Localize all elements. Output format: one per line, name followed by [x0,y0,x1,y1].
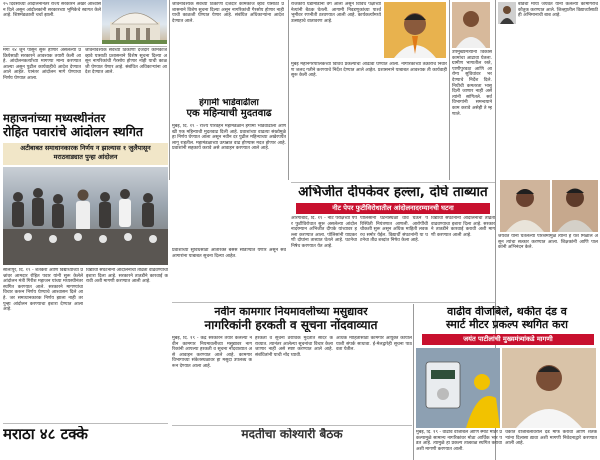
headline-electricity [416,306,598,331]
electricity-text-b: थकीत वीजबिलावरील दंड माफ करावा आणि शेतकऱ्यांना दिलासा द्यावा अशी मागणी निवेदनाद्वारे करण्यात आली आहे. [505,430,597,447]
headline-line-2: एक महिन्याची मुदतवाढ [186,108,272,120]
headline-line-1: हंगामी भाडेवाढीला [199,98,259,108]
award-photo [498,2,516,24]
headline-line-2: स्मार्ट मीटर प्रकल्प स्थगित करा [446,317,568,331]
col3-text-top: राजकीय घडामोडींना वेग आला असून विविध पक्षांच्या नेत्यांनी बैठक घेतली. आगामी निवडणुकांच्या पार्श्वभूमीवर रणनीती ठरवण्यात आली आहे. कार्यकर्त्यांमध्ये उत्साहाचे वातावरण आहे. [291,2,381,24]
student-photo-2 [552,180,598,232]
col2-text-bot: प्रवाशांच्या सुविधेसाठी अतिरिक्त बसेस सोडण्यात येणार असून सर्व आगारांना याबाबत सूचना दिल्या आहेत. [172,248,286,259]
headline-bhadevadh [172,98,286,120]
student-photo [500,180,550,232]
building-photo [102,0,167,44]
headline-line-2: रोहित पवारांचे आंदोलन स्थगित [3,124,144,140]
portrait-photo [452,2,490,48]
labour-text-c: अधिक माहितीसाठी कामगार आयुक्त कार्यालयाशी संपर्क साधावा. ई-मेलद्वारेही सूचना पाठवता येतील. [336,336,412,353]
subhead-band [3,143,168,165]
col1-top-text: २५ दिवसांच्या आंदोलनानंतर राज्य सरकारने अखेर आश्वासन दिले असून आंदोलकांनी सरकारच्या भूमिकेचे स्वागत केले आहे. शिष्टमंडळाशी चर्चा झाली. [3,2,101,19]
footer-teaser: मदतीचा कोश्यारी बैठक [241,428,343,441]
col1-text-a: मेगा २४ जून पासून सुरू होणार असलेल्या प्रक्रियेसाठी सरकारने आवश्यक तयारी केली आहे. आंदोलनकर्त्यांच्या मागण्या मान्य करण्यात आल्या असून पुढील कार्यवाहीचे आदेश देण्यात आले आहेत. यानंतर आंदोलन मागे घेण्याचा निर्णय घेण्यात आला. [3,48,81,81]
protest-photo [3,167,168,265]
headline-mahajan [3,112,168,140]
mid-text-b: पोलिसांनी घटनास्थळी धाव घेऊन परिस्थिती नियंत्रणात आणली. आरोपींची चौकशी सुरू असून अधिक माहिती लवकरच समोर येईल. विद्यार्थी संघटनांनी या घटनेचा तीव्र शब्दांत निषेध केला आहे. [360,216,428,244]
subhead-text: अटीबाबत समाधानकारक निर्णय न झाल्यास १ जुलैपासून मराठवाड्यात पुन्हा आंदोलन [20,144,151,161]
mid-text-a: औरंगाबाद, दि. १९ - नीट परीक्षेच्या पेपर फुटीविरोधात सुरू असलेल्या आंदोलनादरम्यान अभिजीत दीपके यांच्यावर हल्ला करण्यात आला. पोलिसांनी याप्रकरणी दोघांना ताब्यात घेतले आहे. घटनेचा निषेध करण्यात येत आहे. [291,216,357,249]
col3-text-bot: मुंबई महानगरपालिकेच्या विविध प्रकल्पांचा आढावा घेण्यात आला. नागरिकांच्या तक्रारींचे निवारण जलद गतीने करण्याचे निर्देश देण्यात आले आहेत. प्रशासनाने याबाबत आवश्यक ती कार्यवाही सुरू केली आहे. [291,62,447,79]
col2-text-top: जीवनावश्यक सेवेच्या ठिकाणी दर्जेदार कामकाज व्हावे यासाठी प्रशासनाने विशेष सूचना दिल्या असून नागरिकांची गैरसोय होणार नाही याची काळजी घेण्यात येणार आहे. संबंधित अधिकाऱ्यांना आदेश देण्यात आले. [172,2,284,24]
labour-text-b: हरकती व सूचना ठराविक मुदतीत सादर कराव्यात. त्यानंतर आलेल्या सूचनांचा विचार केला जाणार नाही असे स्पष्ट करण्यात आले आहे. संबंधितांनी याची नोंद घ्यावी. [255,336,333,358]
col5-text-top: बीडची माया जयवंत यांनी केलेल्या कामगिरीचे कौतुक करण्यात आले. जिल्ह्यातील विद्यार्थ्यांसाठी ही अभिमानाची बाब आहे. [518,2,598,19]
col5-text-bot: जयवंत यांनी घेतलेल्या परिश्रमामुळे त्यांना हे यश मिळाले असून त्यांचा सत्कार करण्यात आला. शिक्षकांनी आणि पालकांनी अभिनंदन केले. [498,234,598,251]
col1-text-b2: विद्यार्थी संघटनांनी आंदोलनाची तीव्रता वाढवण्याचा इशारा दिला आहे. सरकारने तातडीने कारवाई करावी अशी मागणी करण्यात आली आहे. [86,268,168,285]
meter-photo [416,348,500,428]
headline-maratha: मराठा ४८ टक्के [3,426,88,443]
mid-text-c: विद्यार्थी संघटनांनी आंदोलनाची तीव्रता वाढवण्याचा इशारा दिला आहे. सरकारने तातडीने कारवाई करावी अशी मागणी करण्यात आली आहे. [431,216,495,238]
col1-text-b: सोलापूर, दि. १९ - शेतकरी आणि विद्यार्थ्यांच्या प्रश्नांवर आमदार रोहित पवार यांनी सुरू केलेले आंदोलन मंत्री गिरीश महाजन यांच्या मध्यस्थीनंतर स्थगित करण्यात आले. सरकारने मागण्यांचा विचार करून निर्णय घेण्याचे आश्वासन दिले आहे. जर समाधानकारक निर्णय झाला नाही तर पुन्हा आंदोलन करण्याचा इशारा देण्यात आला आहे. [3,268,83,313]
headline-line-2: नागरिकांनी हरकती व सूचना नोंदवाव्यात [204,317,378,332]
headline-line-1: वाढीव वीजबिले, थकीत दंड व [447,306,567,318]
jayant-patil-photo [502,348,596,428]
headline-line-1: महाजनांच्या मध्यस्थीनंतर [3,112,106,125]
electricity-banner: जयंत पाटीलांची मुख्यमंत्र्यांकडे मागणी [422,334,594,345]
electricity-text-a: मुंबई, दि. १९ - वाढीव वीजबिले आणि स्मार्ट मीटर प्रकल्पामुळे सामान्य नागरिकांवर मोठा आर्थिक भार पडत आहे. त्यामुळे हा प्रकल्प तात्काळ स्थगित करावा अशी मागणी करण्यात आली. [416,430,502,452]
col1-text-a2: जीवनावश्यक सेवेच्या ठिकाणी दर्जेदार कामकाज व्हावे यासाठी प्रशासनाने विशेष सूचना दिल्या असून नागरिकांची गैरसोय होणार नाही याची काळजी घेण्यात येणार आहे. संबंधित अधिकाऱ्यांना आदेश देण्यात आले. [85,48,167,76]
headline-line-1: नवीन कामगार नियमावलीच्या मसुद्यावर [214,306,368,318]
headline-labour [172,306,410,332]
headline-abhijeet: अभिजीत दीपकेवर हल्ला, दोघे ताब्यात [298,185,488,200]
subhead-neet-banner: नीट पेपर फुटीविरोधातील आंदोलनादरम्यानची घटना [296,203,490,214]
labour-text-a: मुंबई, दि. १९ - केंद्र सरकारने तयार केलेल्या नवीन कामगार नियमावलीच्या मसुद्यावर नागरिकांनी आपल्या हरकती व सूचना नोंदवाव्यात असे आवाहन करण्यात आले आहे. कामगार विभागाच्या संकेतस्थळावर हा मसुदा उपलब्ध करून देण्यात आला आहे. [172,336,252,369]
politician-photo [384,2,446,58]
col4-text: उपमुख्यमंत्र्यांनी विकासकामांचा आढावा घेतला. ग्रामीण भागातील रस्ते, पाणीपुरवठा आणि आरोग्य सुविधांवर भर देण्याचे निर्देश दिले. निधीची कमतरता भासू दिली जाणार नाही असे त्यांनी सांगितले. सर्व विभागांनी समन्वयाने काम करावे असेही ते म्हणाले. [452,50,492,117]
col2-text-mid: मुंबई, दि. १९ - राज्य परिवहन महामंडळाने हंगामी भाडेवाढीला आणखी एक महिन्याची मुदतवाढ दिली आहे. प्रवाशांच्या वाढत्या संख्येमुळे हा निर्णय घेण्यात आला असून नवीन दर पुढील महिन्याच्या अखेरपर्यंत लागू राहतील. महामंडळाच्या उत्पन्नात वाढ होण्यास मदत होणार आहे. प्रवाशांनी सहकार्य करावे असे आवाहन करण्यात आले आहे. [172,124,286,152]
